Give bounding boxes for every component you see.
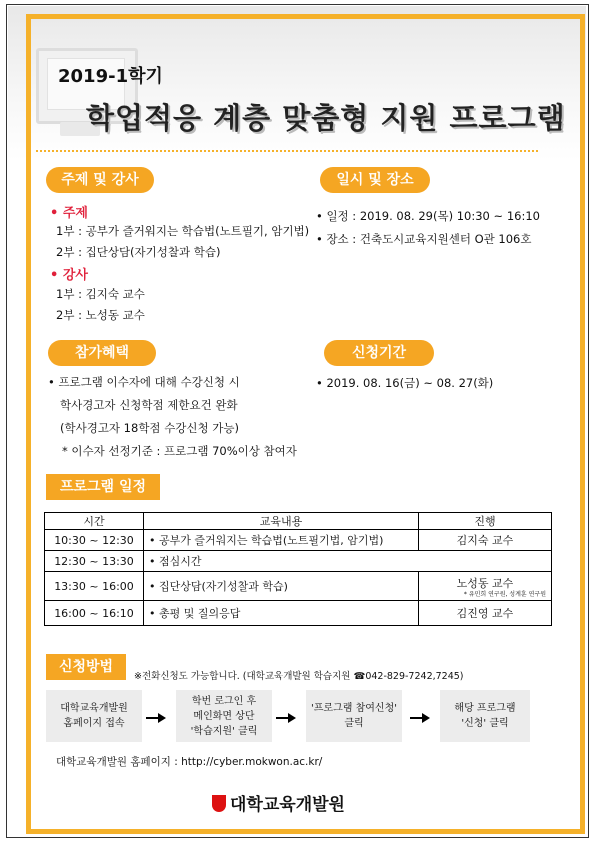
step-box: 대학교육개발원 홈페이지 접속: [46, 690, 142, 742]
benefit-line: • 프로그램 이수자에 대해 수강신청 시: [48, 375, 240, 389]
table-row: [45, 530, 552, 551]
page-title: 학업적응 계층 맞춤형 지원 프로그램: [86, 101, 566, 135]
table-header-row: [45, 513, 552, 530]
datetime-heading: 일시 및 장소: [320, 167, 430, 193]
topic-item: 2부 : 집단상담(자기성찰과 학습): [56, 245, 221, 259]
time-cell: 16:00 ~ 16:10: [45, 601, 144, 626]
instructor-item: 2부 : 노성동 교수: [56, 308, 145, 322]
divider: [36, 150, 538, 152]
table-row: [45, 551, 552, 572]
benefit-criteria: * 이수자 선정기준 : 프로그램 70%이상 참여자: [62, 444, 297, 458]
phone-note: ※전화신청도 가능합니다. (대학교육개발원 학습지원 ☎042-829-7242,7245): [134, 671, 464, 682]
schedule-table: [44, 512, 552, 626]
content-cell: • 공부가 즐거워지는 학습법(노트필기법, 암기법): [144, 530, 419, 551]
lead-cell: [419, 572, 552, 601]
apply-heading: 신청방법: [46, 654, 126, 680]
step-box: 해당 프로그램 '신청' 클릭: [440, 690, 530, 742]
benefit-heading: 참가혜택: [48, 340, 156, 366]
content-cell: • 집단상담(자기성찰과 학습): [144, 572, 419, 601]
datetime-item: • 일정 : 2019. 08. 29(목) 10:30 ~ 16:10: [316, 209, 540, 223]
column-header: 교육내용: [144, 513, 419, 530]
step-box: '프로그램 참여신청' 클릭: [306, 690, 402, 742]
arrow-right-icon: [276, 717, 294, 719]
table-row: [45, 601, 552, 626]
topic-heading: 주제 및 강사: [46, 167, 154, 193]
org-logo: [212, 790, 345, 815]
period-heading: 신청기간: [324, 340, 434, 366]
table-row: [45, 572, 552, 601]
lead-cell: 김지숙 교수: [419, 530, 552, 551]
step-box: 학번 로그인 후 메인화면 상단 '학습지원' 클릭: [176, 690, 272, 742]
time-cell: 12:30 ~ 13:30: [45, 551, 144, 572]
university-logo-icon: [212, 795, 226, 812]
semester-label: 2019-1학기: [58, 66, 163, 87]
homepage-link[interactable]: 대학교육개발원 홈페이지 : http://cyber.mokwon.ac.kr/: [56, 756, 323, 768]
topic-label: • 주제: [50, 206, 88, 221]
instructor-item: 1부 : 김지숙 교수: [56, 287, 145, 301]
benefit-line: 학사경고자 신청학점 제한요건 완화: [60, 398, 238, 412]
arrow-right-icon: [146, 717, 164, 719]
content-cell: • 총평 및 질의응답: [144, 601, 419, 626]
column-header: 시간: [45, 513, 144, 530]
place-item: • 장소 : 건축도시교육지원센터 O관 106호: [316, 232, 532, 246]
instructor-label: • 강사: [50, 268, 88, 283]
benefit-line: (학사경고자 18학점 수강신청 가능): [60, 421, 239, 435]
period-text: • 2019. 08. 16(금) ~ 08. 27(화): [316, 376, 494, 390]
lead-cell: 김진영 교수: [419, 601, 552, 626]
column-header: 진행: [419, 513, 552, 530]
arrow-right-icon: [410, 717, 428, 719]
schedule-heading: 프로그램 일정: [46, 474, 160, 500]
content-cell: • 점심시간: [144, 551, 552, 572]
org-name: 대학교육개발원: [230, 795, 345, 815]
time-cell: 10:30 ~ 12:30: [45, 530, 144, 551]
topic-item: 1부 : 공부가 즐거워지는 학습법(노트필기, 암기법): [56, 224, 310, 238]
time-cell: 13:30 ~ 16:00: [45, 572, 144, 601]
lead-name: 노성동 교수: [456, 576, 514, 590]
assistant-note: * 유민희 연구원, 성계훈 연구원: [463, 590, 546, 598]
